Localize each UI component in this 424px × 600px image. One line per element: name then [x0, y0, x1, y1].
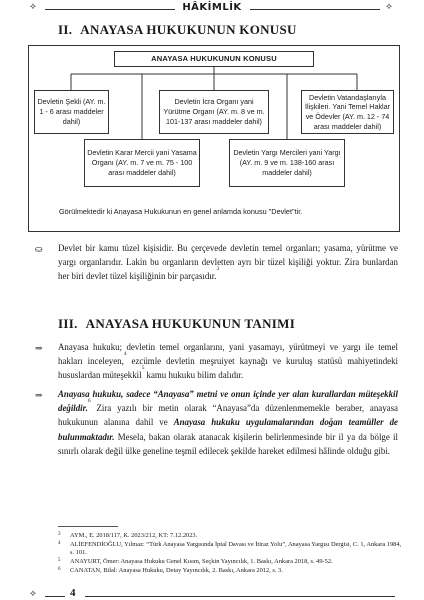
paragraph-2-text-c: kamu hukuku bilim dalıdır. — [144, 370, 244, 381]
ornament-footer-icon: ⟡ — [30, 589, 36, 599]
diagram-node-citizen-relations: Devletin Vatandaşlarıyla İlişkileri. Yani Temel Haklar ve Ödevler (AY. m. 12 - 74 arası maddeler dahil) — [301, 90, 394, 134]
paragraph-3-emphasis-a: Anayasa hukuku, sadece “Anayasa” metni ve onun içinde yer alan kurallardan müteşekkil değildir. — [58, 389, 398, 414]
book-icon: ⛀ — [35, 244, 43, 254]
header-rule-right — [250, 9, 380, 10]
section-number: III. — [58, 316, 78, 331]
paragraph-2-text-b: ezcümle devletin meşruiyet kaynağı ve kuruluş statüsü mahiyetindeki hususlardan müteşekkil — [58, 356, 398, 381]
diagram-node-legislative: Devletin Karar Mercii yani Yasama Organı (AY. m. 7 ve m. 75 - 100 arası maddeler dahil) — [84, 139, 200, 187]
footer-rule-right — [85, 596, 395, 597]
paragraph-2-text-a: Anayasa hukuku; devletin temel organlarını, yani yasamayı, yürütmeyi ve yargı ile temel hakları inceleyen, — [58, 342, 398, 367]
arrow-right-icon: ⇒ — [35, 343, 43, 353]
section-heading-3 — [58, 316, 295, 332]
ornament-left-icon: ⟡ — [30, 2, 36, 12]
footnote: 6 CANATAN, Bilal: Anayasa Hukuku, Detay Yayıncılık, 2. Baskı, Ankara 2012, s. 3. — [58, 566, 283, 574]
section-number: II. — [58, 22, 73, 37]
paragraph-3-emphasis-b: Anayasa hukuku uygulamalarından doğan teamüller de bulunmaktadır. — [58, 417, 398, 442]
footnote: 3 AYM., E. 2018/117, K. 2023/212, KT: 7.12.2023. — [58, 532, 198, 539]
arrow-right-icon: ⇒ — [35, 390, 43, 400]
footnote-separator — [58, 526, 118, 527]
section-heading-2 — [58, 22, 297, 38]
diagram-node-executive: Devletin İcra Organı yani Yürütme Organı (AY. m. 8 ve m. 101-137 arası maddeler dahil) — [159, 90, 269, 134]
section-title: ANAYASA HUKUKUNUN KONUSU — [80, 22, 297, 37]
footer-rule-left — [45, 596, 65, 597]
diagram-node-state-form: Devletin Şekli (AY. m. 1 - 6 arası maddeler dahil) — [34, 90, 109, 134]
section-title: ANAYASA HUKUKUNUN TANIMI — [85, 316, 296, 331]
diagram-node-judiciary: Devletin Yargı Mercileri yani Yargı (AY. m. 9 ve m. 138-160 arası maddeler dahil) — [229, 139, 345, 187]
footnote-ref: 6 — [87, 398, 91, 405]
page-number: 4 — [70, 587, 76, 599]
footnote-ref: 4 — [123, 351, 127, 358]
ornament-right-icon: ⟡ — [386, 2, 392, 12]
footnotes — [58, 532, 403, 576]
diagram-note: Görülmektedir ki Anayasa Hukukunun en genel anlamda konusu "Devlet"tir. — [59, 207, 303, 216]
paragraph-3 — [58, 387, 398, 458]
footnote-ref: 3 — [216, 266, 220, 273]
concept-diagram — [28, 45, 400, 232]
footnote: 4 ALİEFENDİOĞLU, Yılmaz: “Türk Anayasa Yargısında İptal Davası ve İtiraz Yolu”, Anayasa Yargısı Dergisi, C. 1, Ankara 1984, s. 101. — [58, 540, 402, 557]
paragraph-3-text-a: Zira yazılı bir metin olarak “Anayasa”da düzenlenmemekle beraber, anayasa hukukunun alanına dahil ve — [58, 403, 398, 428]
footnote: 5 ANAYURT, Ömer: Anayasa Hukuku Genel Kısım, Seçkin Yayıncılık, 1. Baskı, Ankara 2018, s. 49-52. — [58, 558, 333, 566]
paragraph-1-text: Devlet bir kamu tüzel kişisidir. Bu çerçevede devletin temel organları; yasama, yürütme ve yargı organlarıdır. Lakin bu organların devletten ayrı bir tüzel kişiliği yoktur. Zira bunlardan her biri devlet tüzel kişiliğinin bir parçasıdır. — [58, 243, 398, 282]
paragraph-2 — [58, 340, 398, 383]
footnote-ref: 5 — [141, 365, 145, 372]
diagram-root: ANAYASA HUKUKUNUN KONUSU — [114, 51, 314, 67]
paragraph-1 — [58, 241, 398, 284]
paragraph-3-text-b: Mesela, bakan olarak atanacak kişilerin belirlenmesinde bir il ya da bölge il sınırlı olarak değil ülke geneline teşmil edilecek şekilde hareket edilmesi hâlinde olduğu gibi. — [58, 431, 398, 456]
header-brand: HÂKİMLİK — [182, 2, 242, 13]
